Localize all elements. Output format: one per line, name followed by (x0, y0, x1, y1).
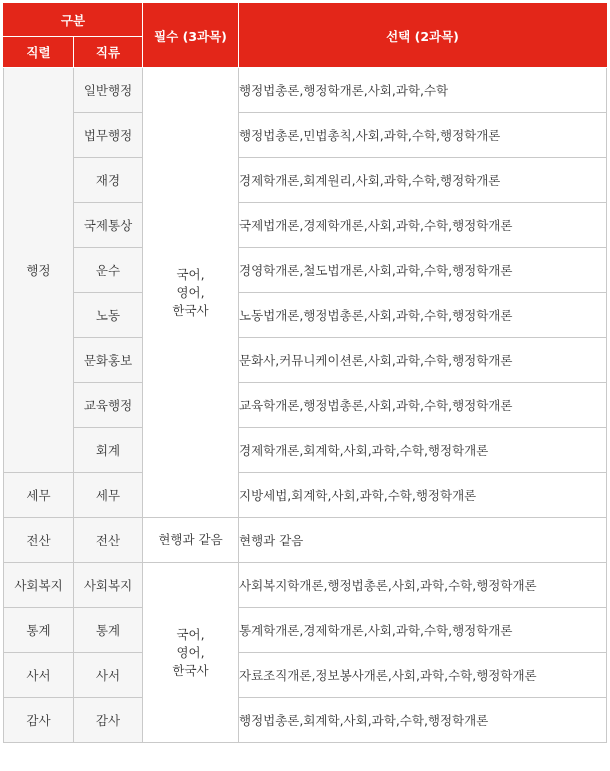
required-subjects-secondary (143, 563, 239, 743)
job-cell: 문화홍보 (74, 338, 143, 383)
optional-cell: 행정법총론,회계학,사회,과학,수학,행정학개론 (239, 698, 607, 743)
table-row (4, 158, 607, 203)
table-row (4, 383, 607, 428)
job-cell: 일반행정 (74, 68, 143, 113)
table-row (4, 653, 607, 698)
optional-cell: 노동법개론,행정법총론,사회,과학,수학,행정학개론 (239, 293, 607, 338)
table-row (4, 248, 607, 293)
header-job: 직류 (74, 37, 143, 68)
table-row (4, 563, 607, 608)
optional-cell: 현행과 같음 (239, 518, 607, 563)
optional-cell: 문화사,커뮤니케이션론,사회,과학,수학,행정학개론 (239, 338, 607, 383)
optional-cell: 행정법총론,민법총칙,사회,과학,수학,행정학개론 (239, 113, 607, 158)
optional-cell: 지방세법,회계학,사회,과학,수학,행정학개론 (239, 473, 607, 518)
header-group: 구분 (4, 4, 143, 37)
job-cell: 사회복지 (74, 563, 143, 608)
category-librarian: 사서 (4, 653, 74, 698)
table-row (4, 518, 607, 563)
job-cell: 전산 (74, 518, 143, 563)
job-cell: 통계 (74, 608, 143, 653)
job-cell: 재경 (74, 158, 143, 203)
table-row (4, 113, 607, 158)
required-subjects-text: 국어, 영어, 한국사 (172, 266, 209, 318)
header-optional: 선택 (2과목) (239, 4, 607, 68)
optional-cell: 통계학개론,경제학개론,사회,과학,수학,행정학개론 (239, 608, 607, 653)
required-subjects-text: 국어, 영어, 한국사 (172, 626, 209, 678)
table-row (4, 698, 607, 743)
table-row (4, 293, 607, 338)
category-tax: 세무 (4, 473, 74, 518)
optional-cell: 국제법개론,경제학개론,사회,과학,수학,행정학개론 (239, 203, 607, 248)
optional-cell: 경제학개론,회계학,사회,과학,수학,행정학개론 (239, 428, 607, 473)
job-cell: 노동 (74, 293, 143, 338)
table-row (4, 608, 607, 653)
table-row (4, 203, 607, 248)
category-audit: 감사 (4, 698, 74, 743)
header-category: 직렬 (4, 37, 74, 68)
table-row (4, 428, 607, 473)
optional-cell: 경영학개론,철도법개론,사회,과학,수학,행정학개론 (239, 248, 607, 293)
table-row (4, 473, 607, 518)
job-cell: 법무행정 (74, 113, 143, 158)
optional-cell: 경제학개론,회계원리,사회,과학,수학,행정학개론 (239, 158, 607, 203)
optional-cell: 사회복지학개론,행정법총론,사회,과학,수학,행정학개론 (239, 563, 607, 608)
optional-cell: 교육학개론,행정법총론,사회,과학,수학,행정학개론 (239, 383, 607, 428)
job-cell: 운수 (74, 248, 143, 293)
category-welfare: 사회복지 (4, 563, 74, 608)
required-subjects-computing: 현행과 같음 (143, 518, 239, 563)
exam-subjects-table (3, 3, 607, 743)
required-subjects-main (143, 68, 239, 518)
job-cell: 사서 (74, 653, 143, 698)
job-cell: 교육행정 (74, 383, 143, 428)
table-row (4, 68, 607, 113)
job-cell: 국제통상 (74, 203, 143, 248)
job-cell: 감사 (74, 698, 143, 743)
job-cell: 세무 (74, 473, 143, 518)
category-computing: 전산 (4, 518, 74, 563)
optional-cell: 자료조직개론,정보봉사개론,사회,과학,수학,행정학개론 (239, 653, 607, 698)
table-row (4, 338, 607, 383)
job-cell: 회계 (74, 428, 143, 473)
category-statistics: 통계 (4, 608, 74, 653)
category-admin: 행정 (4, 68, 74, 473)
optional-cell: 행정법총론,행정학개론,사회,과학,수학 (239, 68, 607, 113)
header-required: 필수 (3과목) (143, 4, 239, 68)
